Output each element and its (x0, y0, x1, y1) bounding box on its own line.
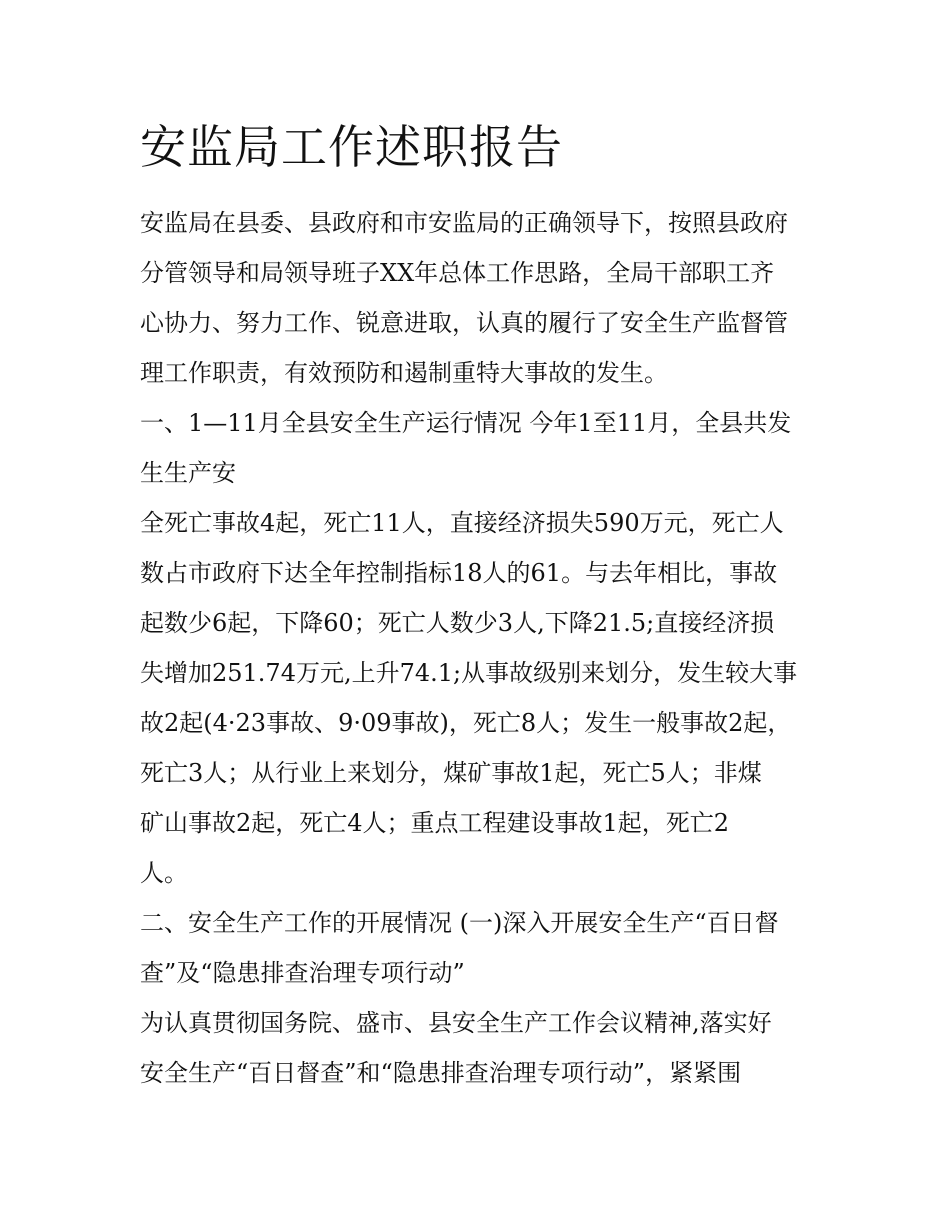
document-body (140, 198, 820, 1098)
text-line: 生生产安 (140, 459, 236, 487)
text-line: 查”及“隐患排查治理专项行动” (140, 959, 465, 987)
text-line: 死亡3人；从行业上来划分，煤矿事故1起，死亡5人；非煤 (140, 759, 762, 787)
text-line: 故2起(4·23事故、9·09事故)，死亡8人；发生一般事故2起， (140, 709, 792, 737)
section-heading-1: 一、1—11月全县安全生产运行情况 今年1至11月，全县共发 (140, 409, 792, 437)
document-title: 安监局工作述职报告 (140, 120, 563, 174)
text-line: 失增加251.74万元,上升74.1;从事故级别来划分，发生较大事 (140, 659, 798, 687)
section-heading-2: 二、安全生产工作的开展情况 (一)深入开展安全生产“百日督 (140, 909, 779, 937)
text-line: 安全生产“百日督查”和“隐患排查治理专项行动”，紧紧围 (140, 1059, 742, 1087)
text-line: 人。 (140, 859, 188, 887)
text-line: 起数少6起，下降60；死亡人数少3人,下降21.5;直接经济损 (140, 609, 775, 637)
text-line: 理工作职责，有效预防和遏制重特大事故的发生。 (140, 359, 668, 387)
text-line: 矿山事故2起，死亡4人；重点工程建设事故1起，死亡2 (140, 809, 730, 837)
text-line: 安监局在县委、县政府和市安监局的正确领导下，按照县政府 (140, 209, 788, 237)
text-line: 心协力、努力工作、锐意进取，认真的履行了安全生产监督管 (140, 309, 788, 337)
text-line: 为认真贯彻国务院、盛市、县安全生产工作会议精神,落实好 (140, 1009, 772, 1037)
text-line: 分管领导和局领导班子XX年总体工作思路，全局干部职工齐 (140, 259, 775, 287)
text-line: 数占市政府下达全年控制指标18人的61。与去年相比，事故 (140, 559, 778, 587)
text-line: 全死亡事故4起，死亡11人，直接经济损失590万元，死亡人 (140, 509, 784, 537)
